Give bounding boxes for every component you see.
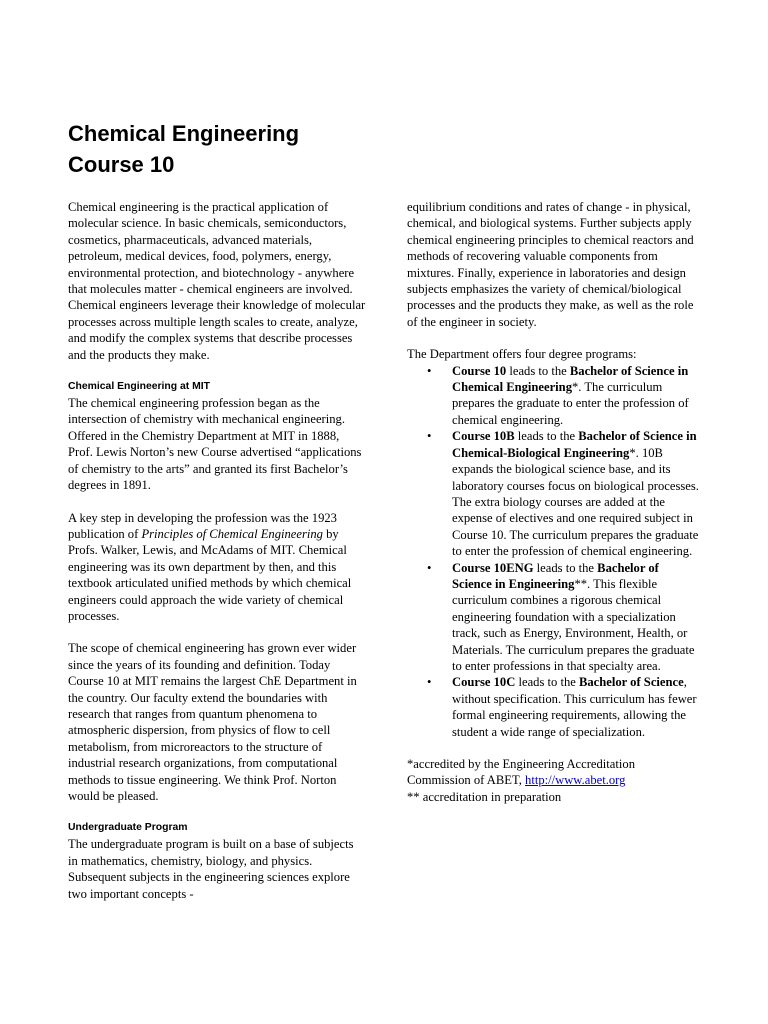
- program-description: . The curriculum prepares the graduate to enter the profession of chemical engineering.: [452, 380, 689, 427]
- title-line-2: Course 10: [68, 152, 175, 177]
- list-item: [407, 560, 701, 675]
- continuation-paragraph: equilibrium conditions and rates of change - in physical, chemical, and biological systems. Further subjects apply chemical engineering principles to chemical reactors and methods of recovering valuable components from mixtures. Finally, experience in laboratories and design subjects emphasizes the variety of chemical/biological processes and the products they make, as well as the role of the engineer in society.: [407, 200, 694, 329]
- programs-intro: The Department offers four degree programs:: [407, 347, 637, 362]
- degree-name: Bachelor of Science in Chemical Engineering: [452, 363, 689, 395]
- textbook-text-before: A key step in developing the profession was the 1923 publication of: [68, 510, 337, 541]
- right-column: [407, 199, 701, 805]
- left-column: [68, 199, 366, 902]
- footnote-text: *accredited by the Engineering Accreditation Commission of ABET,: [407, 757, 635, 788]
- bullet-icon: •: [427, 675, 432, 690]
- bullet-icon: •: [427, 429, 432, 444]
- footnotes: [407, 756, 701, 805]
- accreditation-mark: *: [572, 380, 579, 395]
- bullet-icon: •: [427, 363, 432, 378]
- course-name: Course 10B: [452, 429, 515, 444]
- section-heading-undergrad: Undergraduate Program: [68, 822, 188, 834]
- accreditation-mark: *: [629, 445, 636, 460]
- course-name: Course 10C: [452, 675, 516, 690]
- textbook-text-after: by Profs. Walker, Lewis, and McAdams of MIT. Chemical engineering was its own department by then, and this textbook articulated unified methods by which chemical engineers could approach the wide variety of chemical processes.: [68, 526, 352, 623]
- program-description: . 10B expands the biological science base, and its laboratory courses focus on biological processes. The extra biology courses are added at the expense of electives and one required subject in Course 10. The curriculum prepares the graduate to enter the profession of chemical engineering.: [452, 445, 699, 559]
- list-item: [407, 363, 701, 429]
- program-description: , without specification. This curriculum has fewer formal engineering requirements, allowing the student a wide range of specialization.: [452, 675, 697, 739]
- program-text: leads to the: [514, 429, 579, 444]
- list-item: [407, 428, 701, 559]
- program-description: . This flexible curriculum combines a rigorous chemical engineering foundation with a specialization track, such as Energy, Environment, Health, or Materials. The curriculum prepares the graduate to enter professions in that specialty area.: [452, 576, 695, 673]
- program-text: leads to the: [506, 363, 570, 378]
- textbook-paragraph: [68, 510, 366, 625]
- page-title: [68, 118, 299, 180]
- footnote-preparation: ** accreditation in preparation: [407, 789, 562, 804]
- footnote-accredited: [407, 756, 701, 789]
- course-name: Course 10ENG: [452, 560, 534, 575]
- bullet-icon: •: [427, 560, 432, 575]
- history-paragraph: The chemical engineering profession began as the intersection of chemistry with mechanical engineering. Offered in the Chemistry Department at MIT in 1888, Prof. Lewis Norton’s new Course advertised “applications of chemistry to the arts” and granted its first Bachelor’s degrees in 1891.: [68, 396, 362, 493]
- degree-name: Bachelor of Science in Chemical-Biological Engineering: [452, 429, 697, 460]
- degree-program-list: [407, 363, 701, 740]
- program-text: leads to the: [515, 675, 579, 690]
- degree-name: Bachelor of Science in Engineering: [452, 560, 659, 591]
- scope-paragraph: The scope of chemical engineering has grown ever wider since the years of its founding and definition. Today Course 10 at MIT remains the largest ChE Department in the country. Our faculty extend the boundaries with research that ranges from quantum phenomena to atmospheric dispersion, from physics of flow to cell metabolism, from microreactors to the structure of industrial research organizations, from computational methods to tissue engineering. We think Prof. Norton would be pleased.: [68, 641, 357, 803]
- accreditation-mark: **: [574, 576, 588, 591]
- course-name: Course 10: [452, 363, 507, 378]
- degree-name: Bachelor of Science: [578, 675, 684, 690]
- program-text: leads to the: [533, 560, 598, 575]
- abet-link[interactable]: http://www.abet.org: [525, 773, 626, 788]
- title-line-1: Chemical Engineering: [68, 121, 300, 146]
- section-heading-mit: Chemical Engineering at MIT: [68, 381, 211, 393]
- list-item: [407, 674, 701, 740]
- intro-paragraph: Chemical engineering is the practical application of molecular science. In basic chemicals, semiconductors, cosmetics, pharmaceuticals, advanced materials, petroleum, medical devices, food, polymers, energy, environmental protection, and biotechnology - anywhere that molecules matter - chemical engineers are involved. Chemical engineers leverage their knowledge of molecular processes across multiple length scales to create, analyze, and modify the complex systems that describe processes and the products they make.: [68, 200, 366, 362]
- undergrad-paragraph: The undergraduate program is built on a base of subjects in mathematics, chemistry, biology, and physics. Subsequent subjects in the engineering sciences explore two important concepts -: [68, 837, 354, 901]
- textbook-title: Principles of Chemical Engineering: [141, 526, 323, 541]
